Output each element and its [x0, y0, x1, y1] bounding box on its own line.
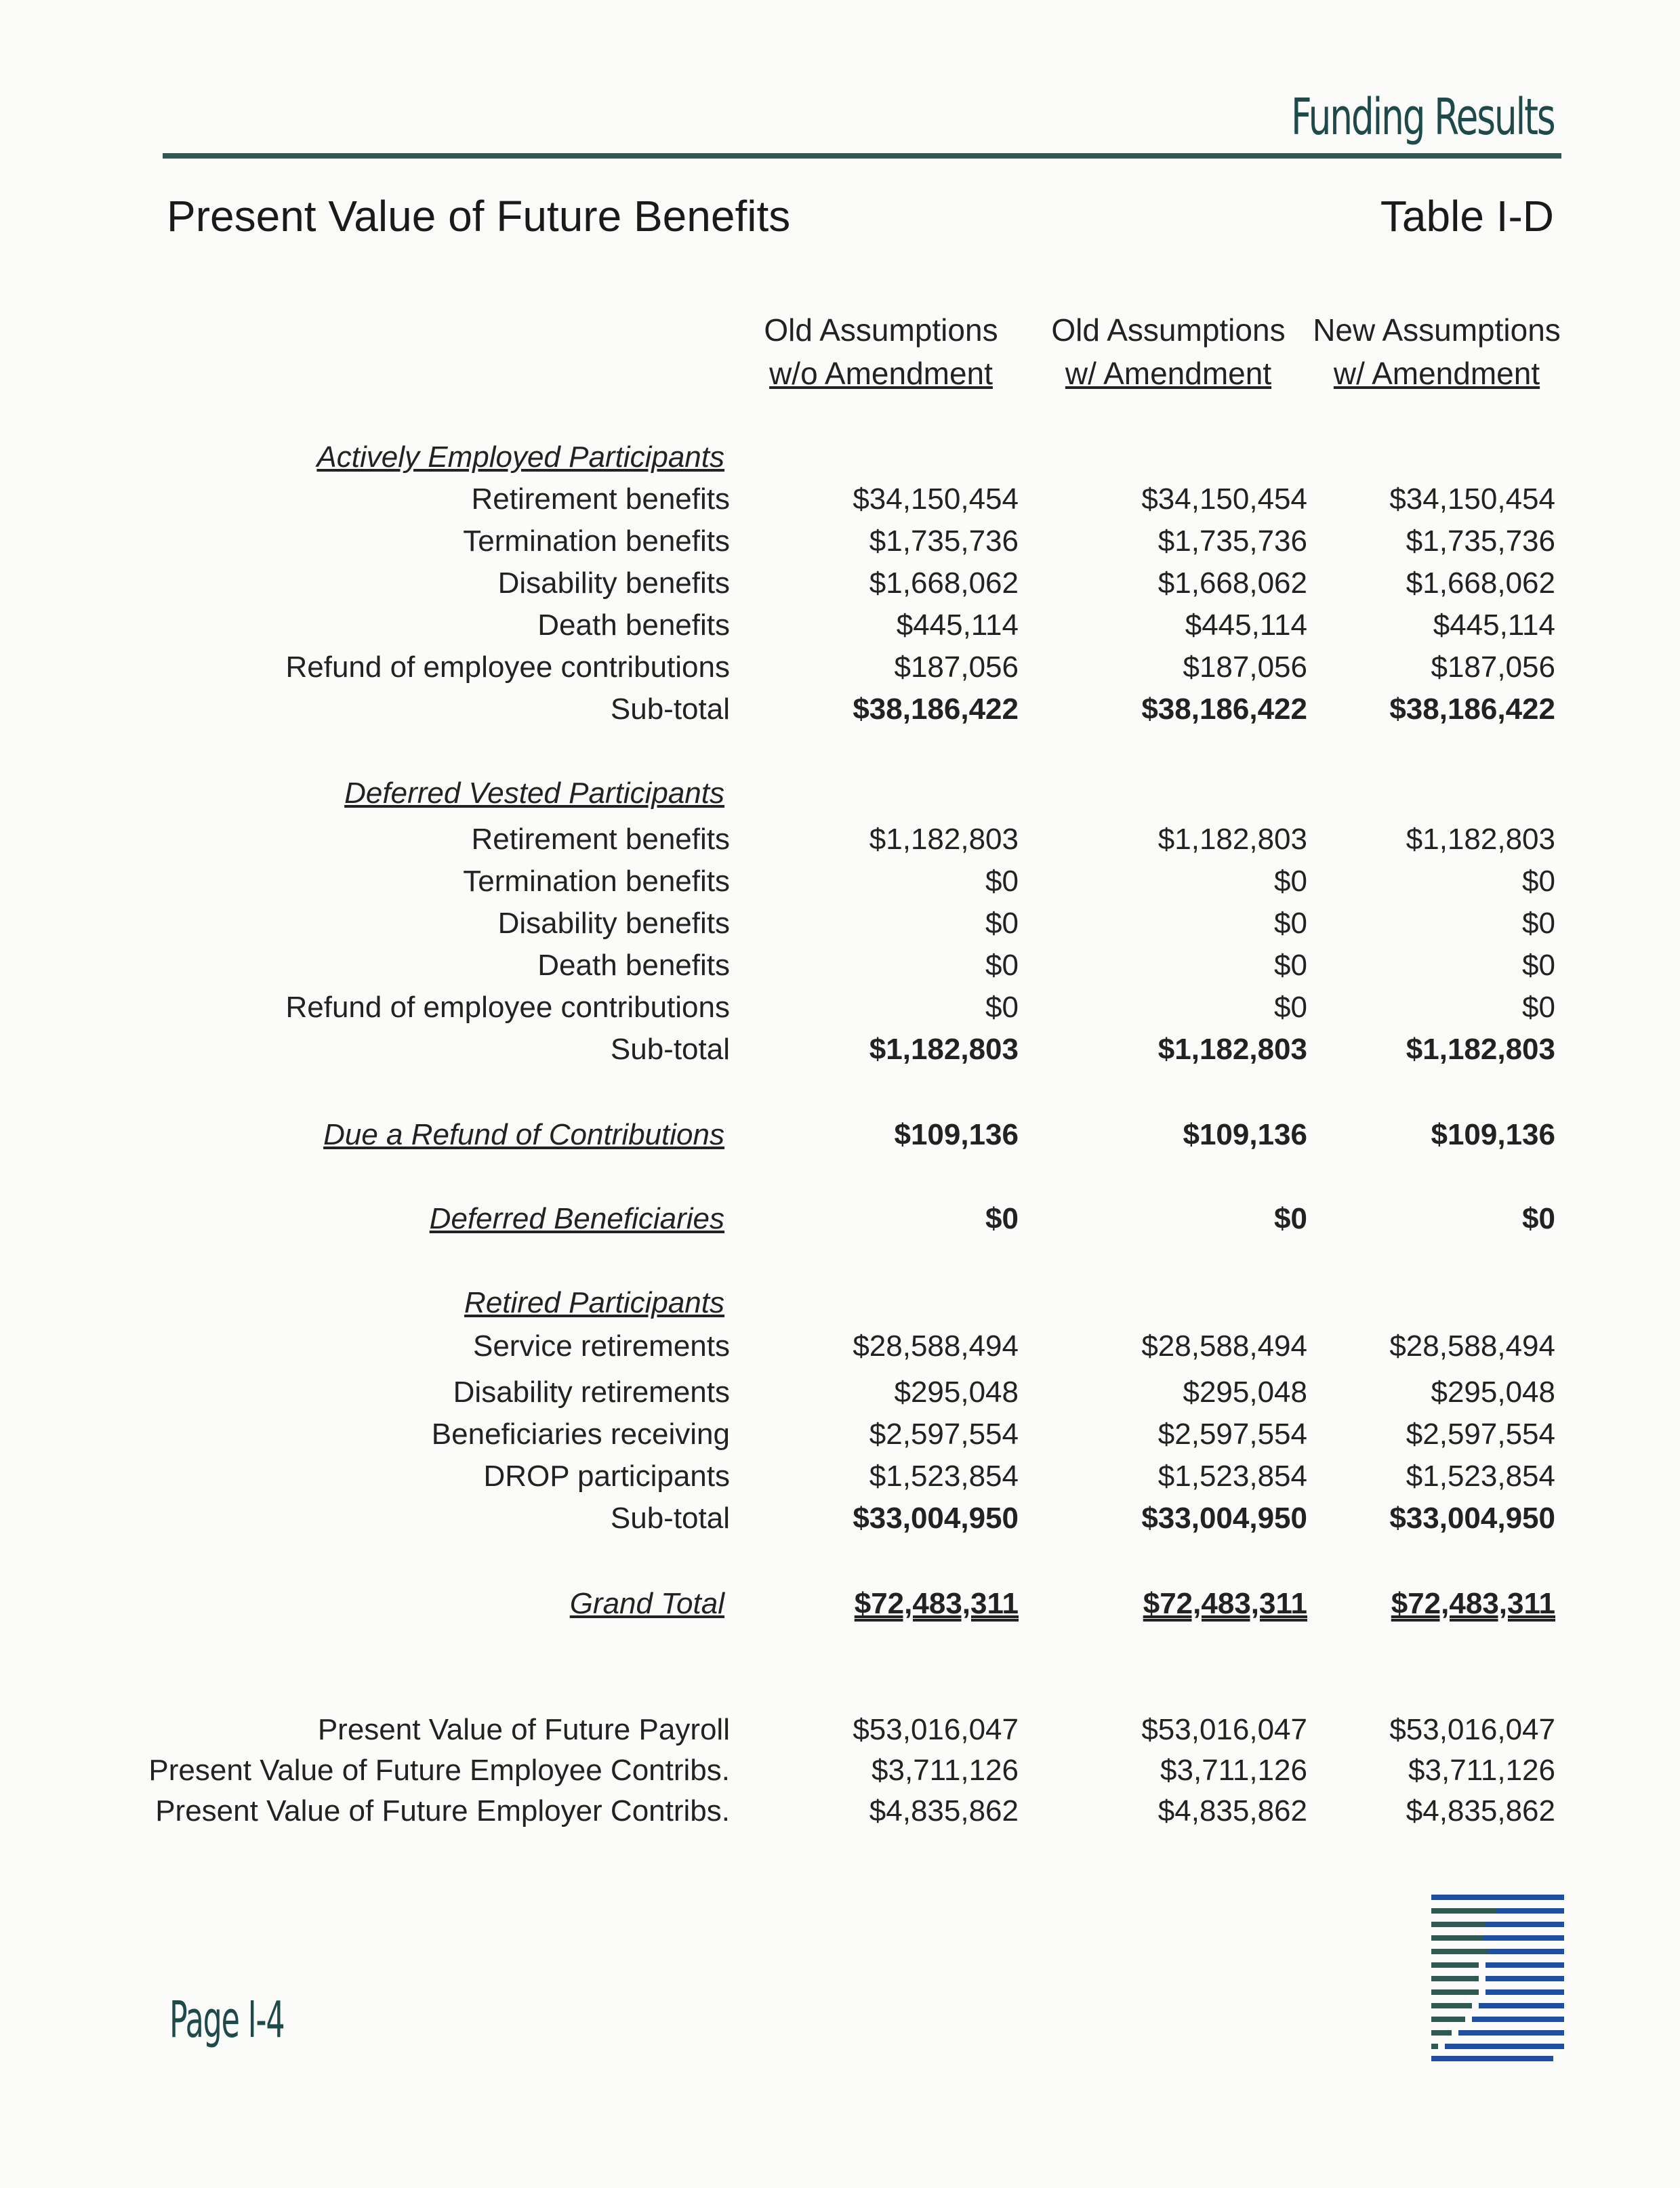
section-heading-retired: Retired Participants [464, 1286, 724, 1319]
table-row: Disability benefits $0 $0 $0 [497, 907, 1555, 940]
table-row: Disability retirements $295,048 $295,048 $295,048 [453, 1376, 1555, 1409]
table-row: DROP participants $1,523,854 $1,523,854 $1,523,854 [483, 1460, 1555, 1493]
table-row: Retirement benefits $34,150,454 $34,150,454 $34,150,454 [471, 482, 1555, 516]
subtotal-row: Sub-total $33,004,950 $33,004,950 $33,004,950 [610, 1502, 1555, 1535]
table-row: Refund of employee contributions $0 $0 $0 [285, 991, 1555, 1024]
table-row: Refund of employee contributions $187,056 $187,056 $187,056 [285, 651, 1555, 684]
table-row: Beneficiaries receiving $2,597,554 $2,597,554 $2,597,554 [431, 1418, 1555, 1451]
subtotal-row: Sub-total $1,182,803 $1,182,803 $1,182,803 [610, 1033, 1555, 1066]
table-row: Disability benefits $1,668,062 $1,668,062 $1,668,062 [497, 566, 1555, 600]
page-number: Page I-4 [169, 1991, 285, 2049]
column-header-3: New Assumptions w/ Amendment [1313, 312, 1561, 391]
refund-due-row: Due a Refund of Contributions $109,136 $109,136 $109,136 [323, 1118, 1555, 1151]
column-header-1: Old Assumptions w/o Amendment [764, 312, 998, 391]
column-header-2: Old Assumptions w/ Amendment [1051, 312, 1286, 391]
table-row: Service retirements $28,588,494 $28,588,494 $28,588,494 [472, 1329, 1555, 1363]
section-title: Funding Results [1290, 88, 1554, 146]
company-logo-icon [1431, 1895, 1564, 2061]
table-row: Death benefits $445,114 $445,114 $445,114 [537, 608, 1555, 642]
page-title: Present Value of Future Benefits [167, 192, 791, 241]
subtotal-row: Sub-total $38,186,422 $38,186,422 $38,186,422 [610, 693, 1555, 726]
table-row: Retirement benefits $1,182,803 $1,182,803 $1,182,803 [471, 823, 1555, 856]
pv-row: Present Value of Future Employee Contribs. $3,711,126 $3,711,126 $3,711,126 [148, 1754, 1555, 1787]
table-row: Termination benefits $0 $0 $0 [463, 865, 1555, 898]
table-id: Table I-D [1380, 192, 1554, 241]
section-heading-active: Actively Employed Participants [316, 440, 724, 474]
header-rule [163, 153, 1561, 159]
pv-row: Present Value of Future Payroll $53,016,047 $53,016,047 $53,016,047 [317, 1713, 1555, 1746]
deferred-beneficiaries-row: Deferred Beneficiaries $0 $0 $0 [429, 1202, 1555, 1235]
grand-total-row: Grand Total $72,483,311 $72,483,311 $72,483,311 [569, 1587, 1555, 1620]
pv-row: Present Value of Future Employer Contribs. $4,835,862 $4,835,862 $4,835,862 [155, 1794, 1555, 1828]
table-row: Termination benefits $1,735,736 $1,735,736 $1,735,736 [463, 524, 1555, 558]
section-heading-deferred-vested: Deferred Vested Participants [344, 777, 724, 810]
table-row: Death benefits $0 $0 $0 [537, 949, 1555, 982]
